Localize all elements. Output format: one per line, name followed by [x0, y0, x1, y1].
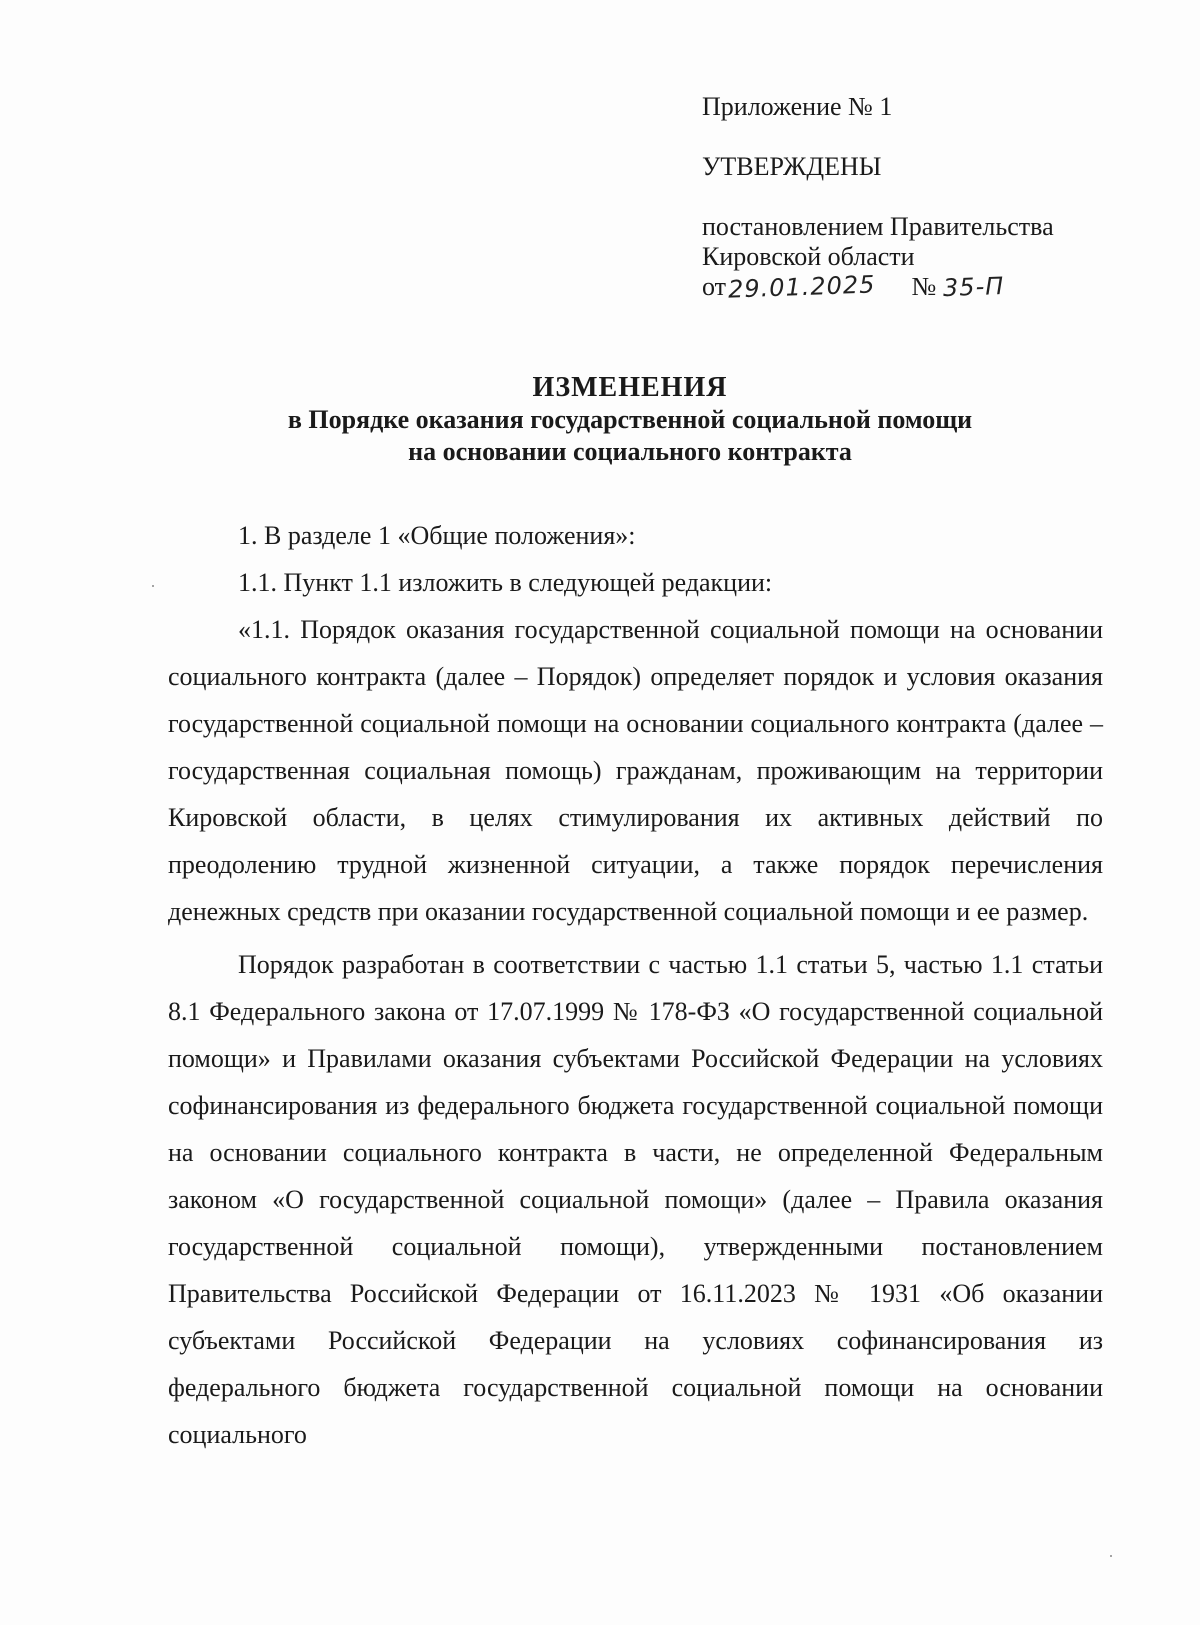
document-title [120, 372, 1140, 468]
paragraph-1: 1. В разделе 1 «Общие положения»: [238, 521, 636, 550]
document-body [168, 512, 1103, 1458]
paragraph-4: Порядок разработан в соответствии с частью 1.1 статьи 5, частью 1.1 статьи 8.1 Федерального закона от 17.07.1999 № 178-ФЗ «О государственной социальной помощи» и Правилами оказания субъектами Российской Федерации на условиях софинансирования из федерального бюджета государственной социальной помощи на основании социального контракта в части, не определенной Федеральным законом «О государственной социальной помощи» (далее – Правила оказания государственной социальной помощи), утвержденными постановлением Правительства Российской Федерации от 16.11.2023 № 1931 «Об оказании субъектами Российской Федерации на условиях софинансирования из федерального бюджета государственной социальной помощи на основании социального [168, 950, 1103, 1449]
title-line-2: в Порядке оказания государственной социальной помощи [287, 405, 973, 434]
title-main: ИЗМЕНЕНИЯ [532, 372, 728, 403]
scan-speck [1110, 1555, 1112, 1557]
date-prefix: от [702, 272, 727, 301]
approved-label: УТВЕРЖДЕНЫ [702, 152, 882, 181]
decree-line-1: постановлением Правительства [702, 212, 1054, 241]
scan-speck [152, 585, 154, 587]
paragraph-2: 1.1. Пункт 1.1 изложить в следующей редакции: [238, 568, 773, 597]
decree-line-2: Кировской области [702, 242, 915, 271]
paragraph-3: «1.1. Порядок оказания государственной социальной помощи на основании социального контракта (далее – Порядок) определяет порядок и условия оказания государственной социальной помощи на основании социального контракта (далее – государственная социальная помощь) гражданам, проживающим на территории Кировской области, в целях стимулирования их активных действий по преодолению трудной жизненной ситуации, а также порядок перечисления денежных средств при оказании государственной социальной помощи и ее размер. [168, 615, 1103, 926]
approval-header [702, 92, 1122, 302]
annex-label: Приложение № 1 [702, 92, 893, 121]
number-prefix: № [911, 272, 937, 301]
handwritten-date: 29.01.2025 [727, 270, 876, 304]
handwritten-number: 35-П [942, 271, 1005, 303]
decree-date-number [702, 272, 1122, 302]
title-line-3: на основании социального контракта [408, 437, 852, 466]
